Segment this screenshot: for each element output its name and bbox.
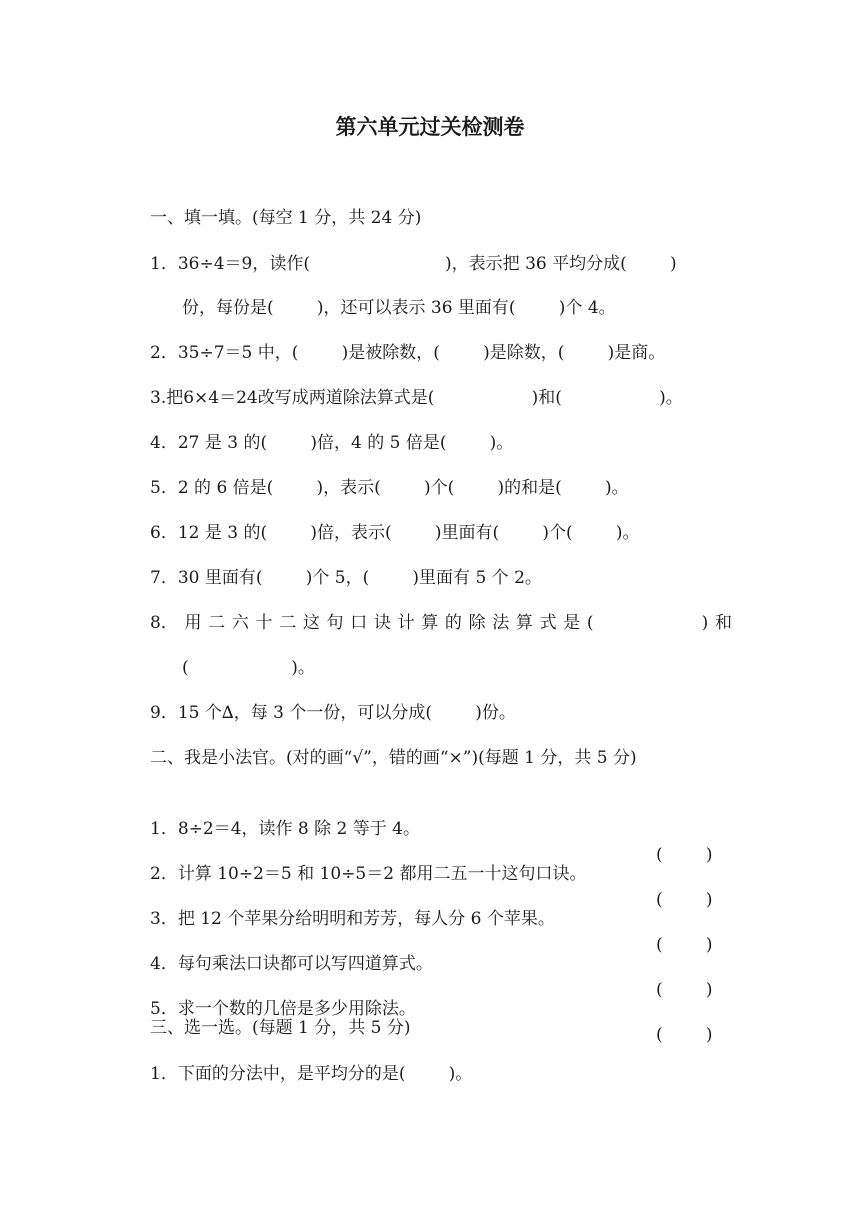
question-2: 2．35÷7＝5 中，( )是被除数，( )是除数，( )是商。 bbox=[150, 343, 666, 363]
q8-char: 是 bbox=[563, 613, 581, 633]
q8-char: 算 bbox=[421, 613, 439, 633]
q8-char: 的 bbox=[444, 613, 462, 633]
section-2-heading: 二、我是小法官。(对的画“√”，错的画“×”)(每题 1 分，共 5 分) bbox=[150, 748, 637, 768]
question-9: 9．15 个∆，每 3 个一份，可以分成( )份。 bbox=[150, 703, 516, 723]
question-8-line-2: ( )。 bbox=[182, 658, 315, 678]
q8-char: 计 bbox=[397, 613, 415, 633]
q8-char: 句 bbox=[326, 613, 344, 633]
question-5: 5．2 的 6 倍是( )，表示( )个( )的和是( )。 bbox=[150, 478, 629, 498]
section-3-heading: 三、选一选。(每题 1 分，共 5 分) bbox=[150, 1018, 411, 1038]
answer-blank: ( ) bbox=[656, 845, 713, 865]
q8-char: 8． bbox=[150, 613, 178, 633]
judge-statement: 4．每句乘法口诀都可以写四道算式。 bbox=[150, 954, 433, 974]
q8-char: 二 bbox=[279, 613, 297, 633]
answer-blank: ( ) bbox=[656, 890, 713, 910]
q8-char: 二 bbox=[208, 613, 226, 633]
q8-char: 十 bbox=[255, 613, 273, 633]
q8-char: 和 bbox=[714, 613, 732, 633]
q8-char: 六 bbox=[231, 613, 249, 633]
judge-statement: 5．求一个数的几倍是多少用除法。 bbox=[150, 999, 416, 1019]
question-3: 3.把6×4＝24改写成两道除法算式是( )和( )。 bbox=[150, 388, 683, 408]
question-6: 6．12 是 3 的( )倍，表示( )里面有( )个( )。 bbox=[150, 523, 640, 543]
q8-char: 用 bbox=[184, 613, 202, 633]
q8-char: 除 bbox=[468, 613, 486, 633]
question-7: 7．30 里面有( )个 5，( )里面有 5 个 2。 bbox=[150, 568, 542, 588]
q8-char: ( ) bbox=[586, 613, 709, 633]
choice-question-1: 1．下面的分法中，是平均分的是( )。 bbox=[150, 1064, 473, 1084]
section-1-heading: 一、填一填。(每空 1 分，共 24 分) bbox=[150, 208, 422, 228]
page-title: 第六单元过关检测卷 bbox=[335, 115, 525, 139]
question-4: 4．27 是 3 的( )倍，4 的 5 倍是( )。 bbox=[150, 433, 514, 453]
q8-char: 算 bbox=[515, 613, 533, 633]
question-1-line-2: 份，每份是( )，还可以表示 36 里面有( )个 4。 bbox=[182, 298, 616, 318]
q8-char: 口 bbox=[350, 613, 368, 633]
judge-statement: 3．把 12 个苹果分给明明和芳芳，每人分 6 个苹果。 bbox=[150, 909, 555, 929]
q8-char: 这 bbox=[302, 613, 320, 633]
q8-char: 式 bbox=[539, 613, 557, 633]
answer-blank: ( ) bbox=[656, 935, 713, 955]
judge-statement: 2．计算 10÷2＝5 和 10÷5＝2 都用二五一十这句口诀。 bbox=[150, 864, 587, 884]
q8-char: 法 bbox=[492, 613, 510, 633]
q8-char: 诀 bbox=[373, 613, 391, 633]
answer-blank: ( ) bbox=[656, 1025, 713, 1045]
question-1-line-1: 1．36÷4＝9，读作( )，表示把 36 平均分成( ) bbox=[150, 254, 677, 274]
judge-statement: 1．8÷2＝4，读作 8 除 2 等于 4。 bbox=[150, 819, 420, 839]
question-8-line-1 bbox=[150, 610, 732, 636]
answer-blank: ( ) bbox=[656, 980, 713, 1000]
